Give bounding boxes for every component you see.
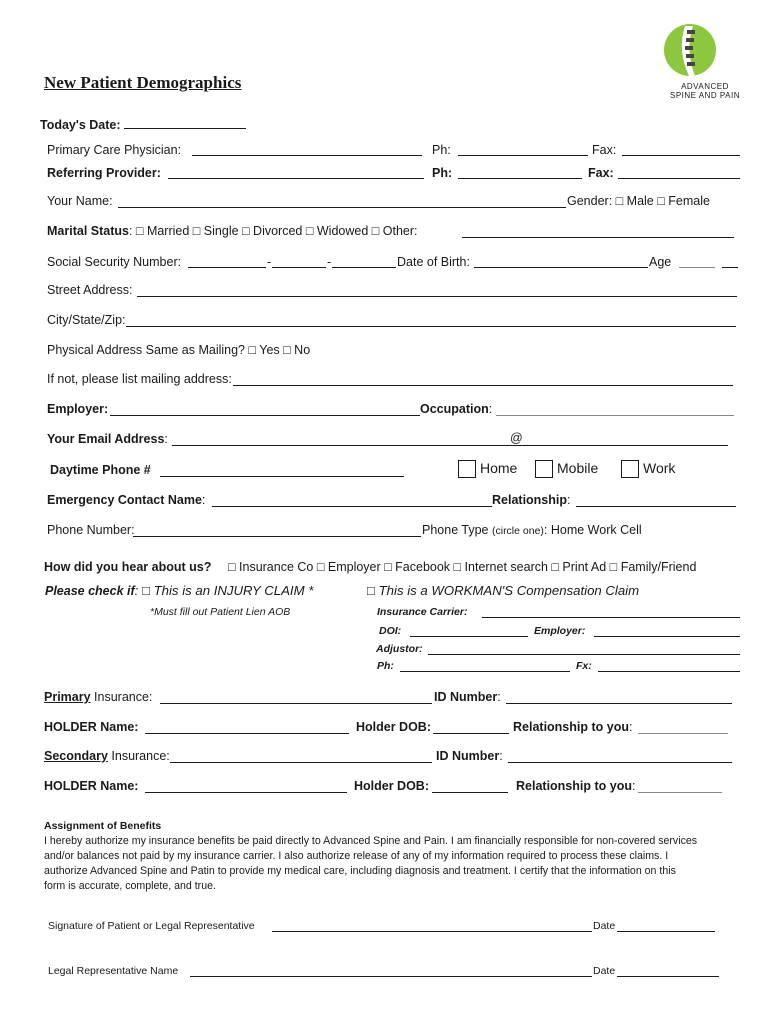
ref-field[interactable] [168, 178, 424, 179]
ref-fax-label: Fax: [588, 166, 614, 180]
holder2-rel-label: Relationship to you: [516, 779, 636, 793]
secondary-id-label: ID Number: [436, 749, 503, 763]
holder2-label: HOLDER Name: [44, 779, 139, 793]
phone-home-option[interactable]: Home [458, 460, 517, 478]
wc-carrier-field[interactable] [482, 617, 740, 618]
holder1-dob-label: Holder DOB: [356, 720, 431, 734]
age-field[interactable] [679, 267, 715, 268]
primary-insurance-field[interactable] [160, 703, 432, 704]
wc-employer-field[interactable] [594, 636, 740, 637]
aob-heading: Assignment of Benefits [44, 820, 162, 832]
holder2-dob-field[interactable] [432, 792, 508, 793]
street-field[interactable] [137, 296, 737, 297]
holder1-name-field[interactable] [145, 733, 349, 734]
pcp-ph-field[interactable] [458, 155, 588, 156]
physical-question[interactable]: Physical Address Same as Mailing? □ Yes □ No [47, 343, 311, 357]
phone-type[interactable]: Phone Type (circle one): Home Work Cell [422, 523, 642, 537]
home-checkbox[interactable] [458, 460, 476, 478]
street-label: Street Address: [47, 283, 133, 297]
holder1-rel-field[interactable] [638, 733, 728, 734]
legal-rep-field[interactable] [190, 976, 592, 977]
age-field-2[interactable] [722, 267, 738, 268]
email-label: Your Email Address: [47, 432, 168, 446]
spine-logo-icon [655, 20, 755, 82]
secondary-insurance-field[interactable] [170, 762, 432, 763]
todays-date-field[interactable] [124, 117, 246, 129]
holder2-rel-field[interactable] [638, 792, 722, 793]
wc-fx-label: Fx: [576, 660, 592, 672]
age-label: Age [649, 255, 672, 269]
gender-options[interactable]: Gender: □ Male □ Female [567, 194, 710, 208]
holder2-name-field[interactable] [145, 792, 347, 793]
wc-ph-field[interactable] [400, 671, 570, 672]
holder1-rel-label: Relationship to you: [513, 720, 633, 734]
pcp-fax-label: Fax: [592, 143, 617, 157]
signature-label: Signature of Patient or Legal Representative [48, 920, 255, 932]
secondary-id-field[interactable] [508, 762, 732, 763]
mailing-field[interactable] [233, 385, 733, 386]
emergency-label: Emergency Contact Name: [47, 493, 206, 507]
ref-ph-field[interactable] [458, 178, 582, 179]
lien-note: *Must fill out Patient Lien AOB [150, 606, 291, 618]
wc-doi-field[interactable] [410, 636, 528, 637]
primary-id-field[interactable] [506, 703, 732, 704]
signature-field[interactable] [272, 931, 592, 932]
name-field[interactable] [118, 207, 566, 208]
wc-adjustor-label: Adjustor: [376, 643, 423, 655]
daytime-phone-label: Daytime Phone # [50, 463, 151, 477]
logo-line1: ADVANCED [681, 82, 729, 91]
ref-fax-field[interactable] [618, 178, 740, 179]
wc-employer-label: Employer: [534, 625, 586, 637]
employer-label: Employer: [47, 402, 109, 416]
phone-number-label: Phone Number: [47, 523, 135, 537]
wc-adjustor-field[interactable] [428, 654, 740, 655]
wc-carrier-label: Insurance Carrier: [377, 606, 468, 618]
relationship-label: Relationship: [492, 493, 571, 507]
phone-work-option[interactable]: Work [621, 460, 675, 478]
city-field[interactable] [126, 326, 736, 327]
check-row[interactable]: Please check if: □ This is an INJURY CLAIM * [45, 583, 314, 598]
logo-line2: SPINE AND PAIN [670, 91, 740, 100]
ref-ph-label: Ph: [432, 166, 453, 180]
pcp-ph-label: Ph: [432, 143, 451, 157]
workman-claim[interactable]: □ This is a WORKMAN'S Compensation Claim [367, 583, 640, 598]
ssn-field-1[interactable] [188, 267, 266, 268]
phone-mobile-option[interactable]: Mobile [535, 460, 598, 478]
pcp-fax-field[interactable] [622, 155, 740, 156]
aob-line-3: authorize Advanced Spine and Patin to provide my medical care, including diagnosis and treatment. I certify that the information on this [44, 865, 676, 877]
aob-line-1: I hereby authorize my insurance benefits be paid directly to Advanced Spine and Pain. I am financially responsible for non-covered services [44, 835, 698, 847]
ssn-field-3[interactable] [332, 267, 396, 268]
holder2-dob-label: Holder DOB: [354, 779, 429, 793]
holder1-dob-field[interactable] [433, 733, 509, 734]
marital-options[interactable]: : □ Married □ Single □ Divorced □ Widowed □ Other: [128, 224, 418, 238]
ssn-dash-2: - [327, 255, 332, 269]
occupation-label: Occupation: [420, 402, 493, 416]
aob-line-2: and/or balances not paid by my insurance carrier. I also authorize release of any of my information required to process these claims. I [44, 850, 669, 862]
page-title: New Patient Demographics [44, 73, 242, 92]
todays-date-row [40, 117, 246, 132]
pcp-field[interactable] [192, 155, 422, 156]
email-field[interactable] [172, 445, 728, 446]
legal-rep-label: Legal Representative Name [48, 965, 179, 977]
relationship-field[interactable] [576, 506, 736, 507]
ssn-label: Social Security Number: [47, 255, 182, 269]
email-at: @ [510, 431, 523, 445]
wc-fx-field[interactable] [598, 671, 740, 672]
signature-date-label: Date [593, 920, 616, 932]
ssn-field-2[interactable] [272, 267, 326, 268]
phone-number-field[interactable] [133, 536, 421, 537]
legal-rep-date-label: Date [593, 965, 616, 977]
work-checkbox[interactable] [621, 460, 639, 478]
ifnot-label: If not, please list mailing address: [47, 372, 232, 386]
wc-doi-label: DOI: [379, 625, 402, 637]
todays-date-label: Today's Date: [40, 118, 121, 132]
marital-label: Marital Status [47, 224, 129, 238]
occupation-field[interactable] [496, 415, 734, 416]
holder1-label: HOLDER Name: [44, 720, 139, 734]
dob-field[interactable] [474, 267, 648, 268]
ref-label: Referring Provider: [47, 166, 161, 180]
secondary-insurance-label: Secondary Insurance: [44, 749, 170, 763]
primary-insurance-label: Primary Insurance: [44, 690, 153, 704]
city-label: City/State/Zip: [47, 313, 126, 327]
hear-options[interactable]: □ Insurance Co □ Employer □ Facebook □ Internet search □ Print Ad □ Family/Friend [228, 560, 697, 574]
hear-label: How did you hear about us? [44, 560, 212, 574]
name-label: Your Name: [47, 194, 113, 208]
marital-other-field[interactable] [462, 237, 734, 238]
mobile-checkbox[interactable] [535, 460, 553, 478]
employer-field[interactable] [110, 415, 420, 416]
ssn-dash-1: - [267, 255, 272, 269]
dob-label: Date of Birth: [397, 255, 470, 269]
wc-ph-label: Ph: [377, 660, 394, 672]
signature-date-field[interactable] [617, 931, 715, 932]
primary-id-label: ID Number: [434, 690, 501, 704]
legal-rep-date-field[interactable] [617, 976, 719, 977]
emergency-field[interactable] [212, 506, 492, 507]
pcp-label: Primary Care Physician: [47, 143, 182, 157]
marital-row [47, 224, 418, 238]
logo [655, 20, 755, 102]
daytime-phone-field[interactable] [160, 476, 404, 477]
aob-line-4: form is accurate, complete, and true. [44, 880, 216, 892]
